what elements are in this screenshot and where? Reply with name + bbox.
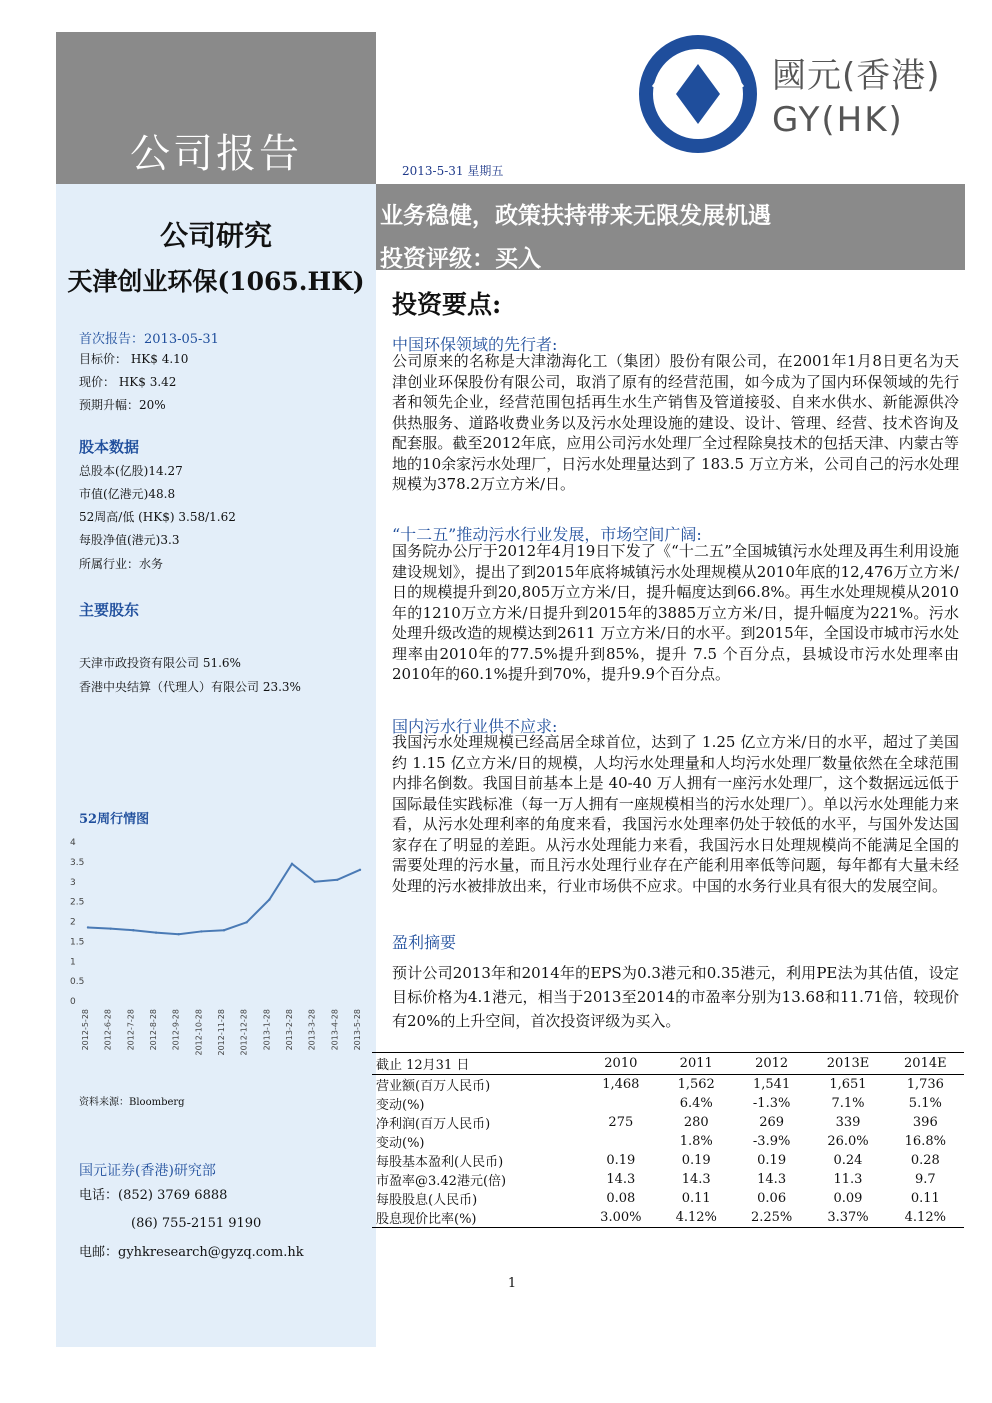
table-cell: 1,736 (906, 1077, 944, 1092)
table-cell: 1,651 (829, 1077, 867, 1092)
table-cell: 1.8% (679, 1134, 713, 1149)
table-cell: 0.28 (910, 1153, 940, 1168)
table-cell: 3.00% (583, 1208, 658, 1228)
table-row (372, 1208, 964, 1228)
table-cell: 6.4% (679, 1096, 713, 1111)
table-cell: 7.1% (831, 1096, 865, 1111)
price-point (132, 929, 134, 931)
y-tick-label: 3.5 (70, 857, 85, 868)
phone-hk: 电话：(852) 3769 6888 (79, 1188, 228, 1203)
table-cell: 269 (759, 1115, 785, 1130)
table-row-label: 市盈率@3.42港元(倍) (376, 1174, 507, 1189)
table-cell: 0.19 (681, 1153, 711, 1168)
first-report-date: 首次报告：2013-05-31 (79, 332, 219, 347)
table-row (372, 1075, 964, 1095)
target-price: 目标价： HK$ 4.10 (79, 352, 189, 366)
table-cell: 339 (835, 1115, 861, 1130)
table-cell: 5.1% (908, 1096, 942, 1111)
table-header-year: 2012 (734, 1053, 809, 1075)
nav-per-share: 每股净值(港元)3.3 (79, 533, 180, 547)
phone-cn: (86) 755-2151 9190 (131, 1216, 262, 1231)
price-point (155, 931, 157, 933)
price-point (245, 921, 247, 923)
paragraph-supply-demand: 我国污水处理规模已经高居全球首位，达到了 1.25 亿立方米/日的水平，超过了美国约 1.15 亿立方米/日的规模，人均污水处理量和人均污水处理厂数量依然在全球范围内排名倒数。我国目前基本上是 40-40 万人拥有一座污水处理厂，这个数据远远低于国际最佳实践标准（每一万人拥有一座规模相当的污水处理厂）。单以污水处理能力来看，从污水处理利率的角度来看，我国污水处理率仍处于较低的水平，与国外发达国家存在了明显的差距。从污水处理能力来看，我国污水日处理规模尚不能满足全国的需要处理的污水量，而且污水处理行业存在产能利用率低等问题，每年都有大量未经处理的污水被排放出来，行业市场供不应求。中国的水务行业具有很大的发展空间。 (392, 733, 959, 895)
price-point (87, 926, 89, 928)
company-name: 天津创业环保(1065.HK) (67, 267, 365, 296)
table-row (372, 1151, 964, 1170)
table-row (372, 1189, 964, 1208)
table-cell (583, 1132, 658, 1151)
table-row-label: 股息现价比率(%) (372, 1208, 583, 1228)
table-cell: 14.3 (606, 1172, 636, 1187)
table-cell: 4.12% (887, 1208, 964, 1228)
x-tick-label: 2012-12-28 (239, 1009, 249, 1056)
x-tick-label: 2012-7-28 (126, 1009, 136, 1051)
table-cell: 3.37% (809, 1208, 886, 1228)
chart-heading: 52周行情图 (79, 812, 150, 827)
price-point (268, 898, 270, 900)
price-point (359, 869, 361, 871)
y-tick-label: 4 (70, 838, 76, 848)
table-cell: 0.19 (606, 1153, 636, 1168)
table-row-label: 营业额(百万人民币) (376, 1079, 491, 1094)
table-row (372, 1113, 964, 1132)
week52-range: 52周高/低 (HK$) 3.58/1.62 (79, 510, 236, 524)
table-cell: 1,562 (677, 1077, 715, 1092)
total-shares: 总股本(亿股)14.27 (79, 464, 183, 478)
price-point (336, 879, 338, 881)
shareholder-2: 香港中央结算（代理人）有限公司 23.3% (79, 680, 301, 694)
table-header-year: 2013E (809, 1053, 886, 1075)
table-cell: 16.8% (904, 1134, 946, 1149)
table-row-label: 变动(%) (376, 1136, 425, 1151)
y-tick-label: 0 (70, 997, 76, 1007)
x-tick-label: 2012-6-28 (103, 1009, 113, 1051)
sidebar-category: 公司研究 (159, 219, 272, 252)
x-tick-label: 2013-3-28 (307, 1009, 317, 1051)
market-cap: 市值(亿港元)48.8 (79, 487, 176, 501)
table-cell: 2.25% (734, 1208, 809, 1228)
table-cell: 14.3 (757, 1172, 787, 1187)
y-tick-label: 1.5 (70, 937, 85, 948)
table-cell: 1,468 (602, 1077, 640, 1092)
page-number: 1 (507, 1276, 517, 1291)
price-point (177, 933, 179, 935)
table-cell: 0.11 (681, 1191, 711, 1206)
report-date: 2013-5-31 星期五 (402, 164, 504, 178)
chart-source: 资料来源：Bloomberg (79, 1097, 185, 1108)
paragraph-earnings: 预计公司2013年和2014年的EPS为0.3港元和0.35港元，利用PE法为其估值，设定目标价格为4.1港元，相当于2013至2014的市盈率分别为13.68和11.71倍，较现价有20%的上升空间，首次投资评级为买入。 (392, 964, 959, 1030)
table-row (372, 1132, 964, 1151)
research-dept: 国元证券(香港)研究部 (79, 1163, 216, 1179)
y-tick-label: 3 (70, 877, 76, 888)
subheading-pioneer: 中国环保领域的先行者: (392, 335, 558, 354)
table-cell (583, 1094, 658, 1113)
table-row-label: 每股股息(人民币) (376, 1193, 478, 1208)
table-row-label: 每股基本盈利(人民币) (376, 1155, 504, 1170)
x-tick-label: 2012-9-28 (171, 1009, 181, 1051)
y-tick-label: 0.5 (70, 977, 85, 988)
current-price: 现价： HK$ 3.42 (79, 375, 177, 389)
table-header-year: 2014E (887, 1053, 964, 1075)
table-row-label: 变动(%) (376, 1098, 425, 1113)
table-cell: 14.3 (681, 1172, 711, 1187)
subheading-earnings: 盈利摘要 (392, 933, 457, 952)
price-point (223, 929, 225, 931)
logo-text-en: GY(HK) (772, 100, 904, 140)
table-row (372, 1094, 964, 1113)
table-header-year: 2010 (583, 1053, 658, 1075)
price-point (313, 881, 315, 883)
table-cell: 280 (683, 1115, 709, 1130)
table-cell: 0.08 (606, 1191, 636, 1206)
table-cell: 1,541 (753, 1077, 791, 1092)
logo-text-cn: 國元(香港) (772, 56, 941, 96)
email: 电邮：gyhkresearch@gyzq.com.hk (79, 1245, 304, 1260)
equity-heading: 股本数据 (79, 438, 140, 456)
table-cell: -3.9% (752, 1134, 791, 1149)
table-cell: 0.06 (757, 1191, 787, 1206)
earnings-table (372, 1052, 964, 1228)
price-point (291, 863, 293, 865)
y-tick-label: 2.5 (70, 897, 85, 908)
subheading-five-year-plan: “十二五”推动污水行业发展，市场空间广阔: (392, 525, 702, 544)
table-header-year: 2011 (659, 1053, 734, 1075)
table-cell: 0.24 (833, 1153, 863, 1168)
price-point (200, 930, 202, 932)
x-tick-label: 2013-2-28 (285, 1009, 294, 1051)
y-tick-label: 2 (70, 917, 76, 928)
investment-rating: 投资评级：买入 (380, 245, 541, 272)
price-point (109, 927, 111, 929)
table-cell: 4.12% (659, 1208, 734, 1228)
table-cell: 396 (912, 1115, 938, 1130)
x-tick-label: 2013-4-28 (330, 1009, 340, 1051)
paragraph-pioneer: 公司原来的名称是大津渤海化工（集团）股份有限公司，在2001年1月8日更名为天津创业环保股份有限公司，取消了原有的经营范围，如今成为了国内环保领域的先行者和领先企业，经营范围包括再生水生产销售及管道接驳、自来水供水、新能源供冷供热服务、道路收费业务以及污水处理设施的建设、设计、管理、经营、技术咨询及配套服。截至2012年底，应用公司污水处理厂全过程除臭技术的包括天津、内蒙古等地的10余家污水处理厂，日污水处理量达到了 183.5 万立方米，公司自己的污水处理规模为378.2万立方米/日。 (392, 352, 959, 493)
table-cell: -1.3% (752, 1096, 791, 1111)
gy-logo-icon (638, 34, 758, 154)
section-title: 投资要点: (392, 290, 502, 319)
shareholder-1: 天津市政投资有限公司 51.6% (79, 656, 241, 670)
x-tick-label: 2012-10-28 (194, 1009, 204, 1056)
industry: 所属行业：水务 (79, 557, 164, 571)
expected-upside: 预期升幅：20% (79, 398, 166, 412)
x-tick-label: 2012-5-28 (81, 1009, 90, 1051)
headline: 业务稳健，政策扶持带来无限发展机遇 (380, 202, 771, 229)
table-cell: 0.11 (910, 1191, 940, 1206)
table-cell: 9.7 (914, 1172, 936, 1187)
table-row-label: 净利润(百万人民币) (376, 1117, 491, 1132)
table-cell: 26.0% (827, 1134, 869, 1149)
x-tick-label: 2012-8-28 (149, 1009, 158, 1051)
shareholders-heading: 主要股东 (79, 601, 140, 619)
report-type-title: 公司报告 (130, 131, 302, 177)
x-tick-label: 2013-1-28 (262, 1009, 272, 1051)
table-row (372, 1170, 964, 1189)
x-tick-label: 2013-5-28 (353, 1009, 362, 1051)
y-tick-label: 1 (70, 957, 76, 968)
table-header-label: 截止 12月31 日 (372, 1053, 583, 1075)
stock-price-chart (60, 836, 366, 1086)
paragraph-five-year-plan: 国务院办公厅于2012年4月19日下发了《“十二五”全国城镇污水处理及再生利用设施建设规划》，提出了到2015年底将城镇污水处理规模从2010年底的12,476万立方米/日的规模提升到20,805万立方米/日，提升幅度达到66.8%。再生水处理规模从2010年的1210万立方米/日提升到2015年的3885万立方米/日，提升幅度为221%。污水处理升级改造的规模达到2611 万立方米/日的水平。到2015年，全国设市城市污水处理率由2010年的77.5%提升到85%，提升 7.5 个百分点，县城设市污水处理率由2010年的60.1%提升到70%，提升9.9个百分点。 (392, 542, 959, 683)
table-cell: 0.09 (833, 1191, 863, 1206)
price-series-line (88, 864, 360, 934)
table-cell: 275 (608, 1115, 634, 1130)
table-cell: 11.3 (833, 1172, 863, 1187)
subheading-supply-demand: 国内污水行业供不应求: (392, 717, 558, 736)
table-cell: 0.19 (757, 1153, 787, 1168)
x-tick-label: 2012-11-28 (217, 1009, 226, 1056)
